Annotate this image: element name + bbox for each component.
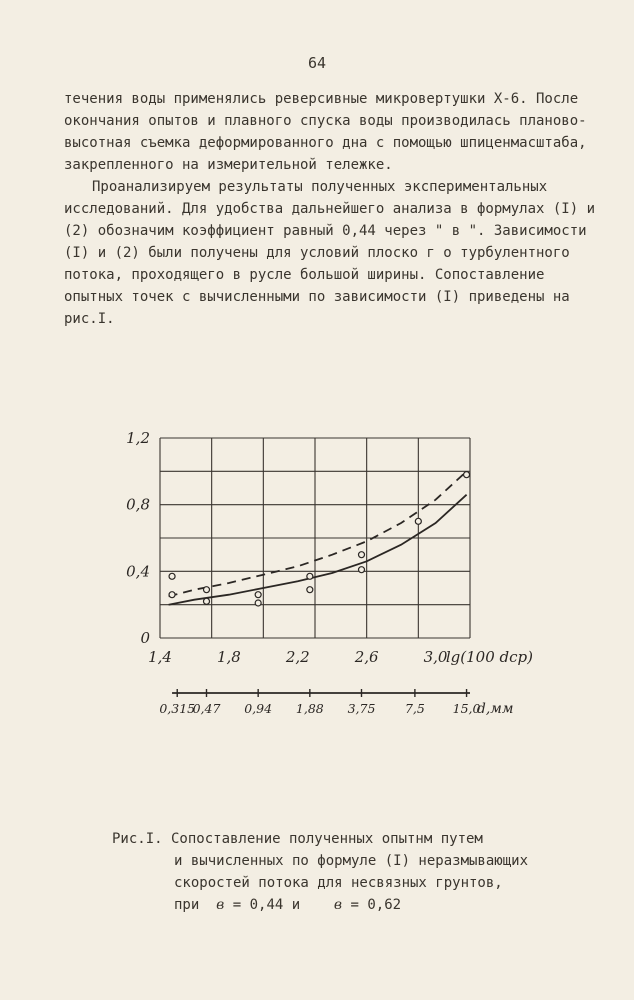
paragraph: течения воды применялись реверсивные микровертушки Х-6. После окончания опытов и плавного спуска воды производилась планово-высотная съемка деформированного дна с помощью шпиценмасштаба, закрепленного на измерительной тележке.: [64, 91, 587, 173]
caption-word: при: [174, 897, 200, 913]
data-point: [415, 518, 421, 524]
figure-caption: [112, 828, 612, 916]
series-line-solid: [169, 495, 467, 605]
series-line-dashed: [169, 471, 467, 596]
x-axis-label: lg(100 dср): [445, 648, 533, 666]
data-point: [359, 567, 365, 573]
paragraph: Проанализируем результаты полученных экспериментальных исследований. Для удобства дальнейшего анализа в формулах (I) и (2) обозначим коэффициент равный 0,44 через " в ". Зависимости (I) и (2) были получены для условий плоско г о турбулентного потока, проходящего в русле большой ширины. Сопоставление опытных точек с вычисленными по зависимости (I) приведены на рис.I.: [64, 179, 596, 327]
data-point: [255, 600, 261, 606]
y-tick-label: 1,2: [126, 429, 150, 447]
data-point: [204, 598, 210, 604]
secondary-axis-label: d,мм: [476, 701, 514, 717]
x-tick-label: 1,8: [216, 648, 241, 666]
secondary-tick-label: 15,0: [452, 701, 481, 716]
x-tick-label: 3,0: [423, 648, 448, 666]
body-text: [64, 88, 604, 330]
x-tick-label: 2,2: [285, 648, 310, 666]
figure: [110, 418, 580, 728]
caption-line: Рис.I. Сопоставление полученных опытнм путем: [112, 831, 483, 847]
data-point: [204, 587, 210, 593]
caption-line: и вычисленных по формуле (I) неразмывающих: [174, 853, 529, 869]
x-tick-label: 2,6: [354, 648, 379, 666]
caption-symbol-b: в: [216, 897, 225, 913]
page-number: 64: [307, 54, 327, 72]
data-point: [169, 592, 175, 598]
x-tick-label: 1,4: [148, 648, 172, 666]
data-point: [255, 592, 261, 598]
data-point: [307, 587, 313, 593]
data-point: [464, 472, 470, 478]
caption-symbol-b: в: [333, 897, 343, 913]
secondary-tick-label: 1,88: [295, 701, 324, 716]
y-tick-label: 0,4: [126, 562, 150, 581]
secondary-tick-label: 0,315: [159, 701, 196, 716]
caption-word: = 0,44 и: [232, 897, 301, 913]
data-point: [169, 573, 175, 579]
y-tick-label: 0: [140, 629, 150, 647]
secondary-tick-label: 0,94: [244, 701, 273, 716]
chart: [110, 418, 580, 728]
caption-word: = 0,62: [350, 897, 402, 913]
caption-line-last: [112, 894, 612, 916]
secondary-tick-label: 3,75: [347, 701, 376, 716]
data-point: [307, 573, 313, 579]
caption-line: скоростей потока для несвязных грунтов,: [174, 875, 503, 891]
data-point: [359, 552, 365, 558]
secondary-tick-label: 7,5: [404, 701, 425, 716]
secondary-tick-label: 0,47: [192, 701, 221, 716]
y-tick-label: 0,8: [126, 495, 150, 514]
